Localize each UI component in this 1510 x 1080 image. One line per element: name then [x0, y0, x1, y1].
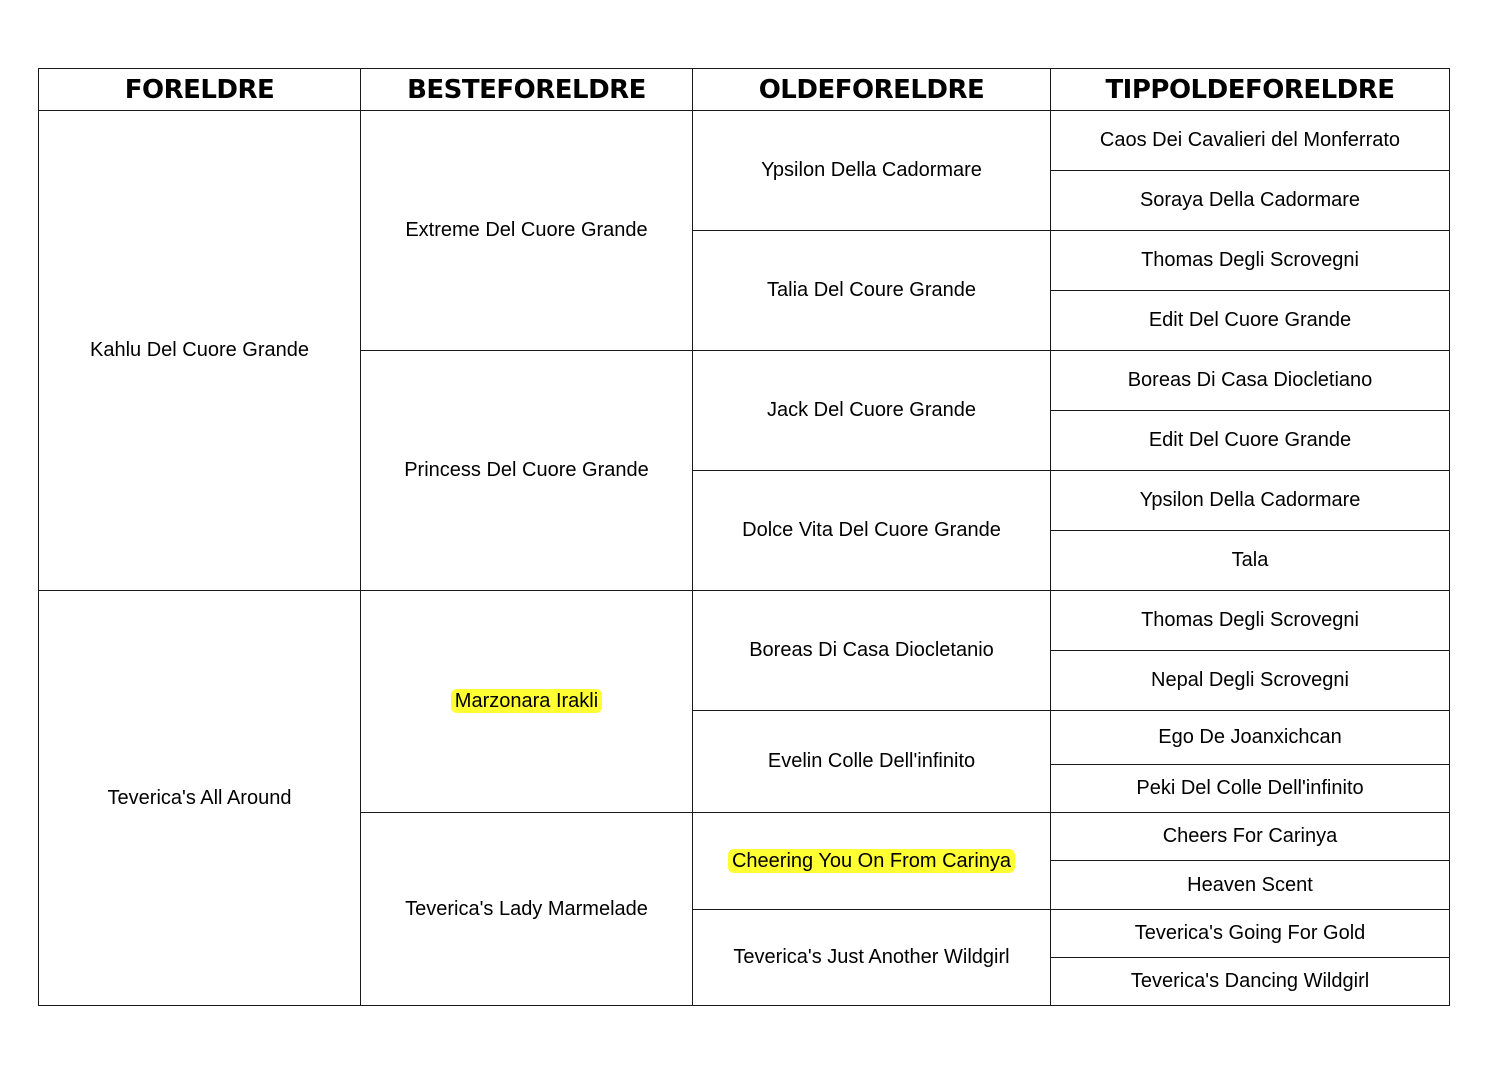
great-grandparent-cell: Talia Del Coure Grande [693, 231, 1051, 351]
grandparent-cell: Extreme Del Cuore Grande [361, 111, 693, 351]
great-great-grandparent-cell: Thomas Degli Scrovegni [1051, 591, 1450, 651]
great-great-grandparent-cell: Caos Dei Cavalieri del Monferrato [1051, 111, 1450, 171]
table-row [39, 591, 1450, 651]
header-foreldre: FORELDRE [39, 69, 361, 111]
pedigree-table [38, 68, 1450, 1006]
grandparent-cell: Teverica's Lady Marmelade [361, 813, 693, 1006]
great-great-grandparent-cell: Nepal Degli Scrovegni [1051, 651, 1450, 711]
great-great-grandparent-cell: Cheers For Carinya [1051, 813, 1450, 861]
great-grandparent-cell: Evelin Colle Dell'infinito [693, 711, 1051, 813]
grandparent-cell: Princess Del Cuore Grande [361, 351, 693, 591]
great-grandparent-cell: Jack Del Cuore Grande [693, 351, 1051, 471]
highlighted-name: Marzonara Irakli [451, 689, 602, 713]
header-oldeforeldre: OLDEFORELDRE [693, 69, 1051, 111]
great-grandparent-cell [693, 813, 1051, 910]
great-great-grandparent-cell: Peki Del Colle Dell'infinito [1051, 765, 1450, 813]
table-row [39, 111, 1450, 171]
grandparent-cell [361, 591, 693, 813]
great-grandparent-cell: Teverica's Just Another Wildgirl [693, 910, 1051, 1006]
header-tippoldeforeldre: TIPPOLDEFORELDRE [1051, 69, 1450, 111]
great-grandparent-cell: Ypsilon Della Cadormare [693, 111, 1051, 231]
great-great-grandparent-cell: Thomas Degli Scrovegni [1051, 231, 1450, 291]
great-grandparent-cell: Boreas Di Casa Diocletanio [693, 591, 1051, 711]
parent-cell: Kahlu Del Cuore Grande [39, 111, 361, 591]
great-great-grandparent-cell: Heaven Scent [1051, 861, 1450, 910]
great-great-grandparent-cell: Soraya Della Cadormare [1051, 171, 1450, 231]
great-great-grandparent-cell: Tala [1051, 531, 1450, 591]
great-great-grandparent-cell: Edit Del Cuore Grande [1051, 291, 1450, 351]
great-great-grandparent-cell: Teverica's Going For Gold [1051, 910, 1450, 958]
great-grandparent-cell: Dolce Vita Del Cuore Grande [693, 471, 1051, 591]
great-great-grandparent-cell: Ypsilon Della Cadormare [1051, 471, 1450, 531]
great-great-grandparent-cell: Ego De Joanxichcan [1051, 711, 1450, 765]
header-besteforeldre: BESTEFORELDRE [361, 69, 693, 111]
great-great-grandparent-cell: Edit Del Cuore Grande [1051, 411, 1450, 471]
header-row [39, 69, 1450, 111]
great-great-grandparent-cell: Teverica's Dancing Wildgirl [1051, 958, 1450, 1006]
highlighted-name: Cheering You On From Carinya [728, 849, 1015, 873]
great-great-grandparent-cell: Boreas Di Casa Diocletiano [1051, 351, 1450, 411]
parent-cell: Teverica's All Around [39, 591, 361, 1006]
